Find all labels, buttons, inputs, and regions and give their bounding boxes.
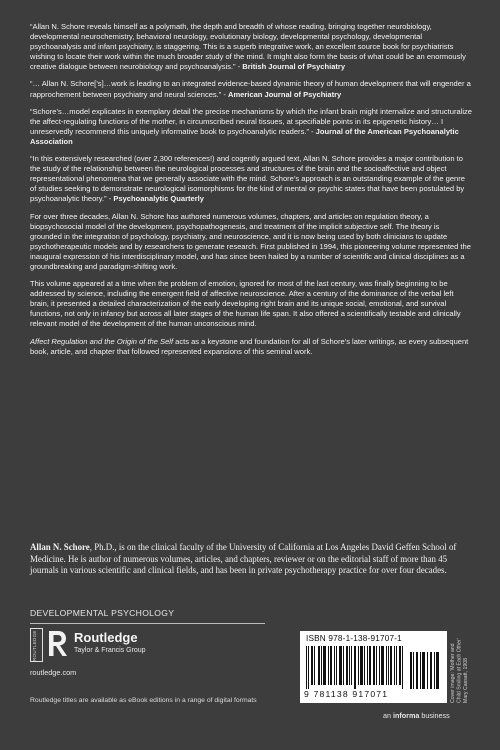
routledge-r-icon xyxy=(46,628,70,658)
ebook-note: Routledge titles are available as eBook editions in a range of digital formats xyxy=(30,697,257,704)
barcode-bar xyxy=(331,646,332,685)
barcode-bar xyxy=(394,646,395,685)
closing-paragraph: Affect Regulation and the Origin of the Self acts as a keystone and foundation for all of Schore’s later writings, as every subsequent book, article, and chapter that followed represented expansions of this seminal work. xyxy=(30,336,469,356)
barcode-bar xyxy=(330,646,331,685)
barcode-bar xyxy=(349,646,350,685)
barcode-bar xyxy=(351,646,352,685)
barcode-bar xyxy=(341,646,342,685)
book-title: Affect Regulation and the Origin of the Self xyxy=(30,336,174,346)
barcode-bar xyxy=(370,646,371,685)
publisher-url[interactable]: routledge.com xyxy=(30,668,77,677)
barcode-bar xyxy=(402,646,403,689)
barcode-bar xyxy=(383,646,384,685)
barcode-bar xyxy=(386,646,387,685)
barcode-bar xyxy=(308,646,309,689)
review-4: “In this extensively researched (over 2,300 references!) and cogently argued text, Allan N. Schore provides a major contribution to the study of the relationship between the neurological processes and structures of the brain and the socioaffective and object representational phenomena that we generally associate with the mind. Schore’s approach is an outstanding example of the genre of studies seeking to demonstrate neurological isomorphisms for the kind of mental or psychic states that have been postulated by psychoanalytic theory.” - Psychoanalytic Quarterly xyxy=(30,154,465,204)
barcode-bar xyxy=(306,646,307,689)
barcode-bar xyxy=(379,646,380,685)
barcode-bar xyxy=(376,646,377,685)
barcode-bar xyxy=(396,646,397,685)
barcode-bar xyxy=(373,646,374,685)
publisher-group: Taylor & Francis Group xyxy=(74,647,146,654)
barcode-bar xyxy=(323,646,324,685)
logo-vertical-text: ROUTLEDGE xyxy=(32,630,37,661)
addon-barcode xyxy=(408,646,441,689)
barcode-bar xyxy=(400,646,401,685)
informa-note: an informa business xyxy=(383,711,450,720)
barcode-bar xyxy=(364,646,365,685)
barcode-bar xyxy=(328,646,329,685)
author-bio: Allan N. Schore, Ph.D., is on the clinical faculty of the University of California at Los Angeles David Geffen School of Medicine. He is author of numerous volumes, articles, and chapters, reviewer or on the editorial staff of more than 45 journals in various scientific and clinical fields, and has been in private psychotherapy practice for over four decades. xyxy=(30,542,457,576)
barcode-bar xyxy=(339,646,340,685)
barcode-bar xyxy=(346,646,347,685)
informa-brand: informa xyxy=(393,711,420,720)
barcode-bar xyxy=(318,646,319,685)
barcode-bar xyxy=(324,646,325,685)
subject-category: DEVELOPMENTAL PSYCHOLOGY xyxy=(30,608,175,618)
barcode-bar xyxy=(369,646,370,685)
barcode-bar xyxy=(358,646,359,685)
review-2: “… Allan N. Schore[’s]…work is leading to an integrated evidence-based dynamic theory of human development that will engender a rapprochement between psychiatry and neural sciences.” - American Journal of Psychiatry xyxy=(30,79,471,99)
isbn-label: ISBN 978-1-138-91707-1 xyxy=(306,634,402,643)
barcode-panel xyxy=(300,631,447,703)
barcode-bar xyxy=(367,646,368,685)
divider xyxy=(30,623,265,624)
publisher-name: Routledge xyxy=(74,630,138,645)
barcode-bar xyxy=(355,646,356,689)
review-source: British Journal of Psychiatry xyxy=(242,62,346,72)
review-1: “Allan N. Schore reveals himself as a polymath, the depth and breadth of whose reading, bringing together neurobiology, developmental neurochemistry, behavioral neurology, evolutionary biology, developmental psychology, developmental psychoanalysis and infant psychiatry, is staggering. This is a superb integrative work, an excellent source book for psychiatrists wishing to locate their work within the much broader study of the mind. It might also form the basis of what could be an enormously creative dialogue between neurobiology and psychoanalysis.” - British Journal of Psychiatry xyxy=(30,22,466,72)
barcode-bar xyxy=(388,646,389,685)
barcode-bar xyxy=(343,646,344,685)
author-name: Allan N. Schore xyxy=(30,542,90,552)
barcode-bar xyxy=(319,646,320,685)
barcode-bar xyxy=(361,646,362,685)
barcode-bar xyxy=(334,646,335,685)
back-cover-text xyxy=(30,22,472,364)
barcode-bar xyxy=(354,646,355,689)
barcode-bar xyxy=(325,646,326,685)
barcode-bar xyxy=(360,646,361,685)
review-source: Psychoanalytic Quarterly xyxy=(113,194,204,204)
description-paragraph-2: This volume appeared at a time when the problem of emotion, ignored for most of the last century, was finally beginning to be addressed by science, including the emergent field of affective neuroscience. After a century of the dominance of the verbal left brain, it presented a detailed characterization of the early developing right brain and its unique social, emotional, and survival functions, not only in infancy but across all later stages of the human life span. It also offered a scientifically testable and clinically relevant model of the development of the human unconscious mind. xyxy=(30,279,461,329)
description-paragraph-1: For over three decades, Allan N. Schore has authored numerous volumes, chapters, and articles on regulation theory, a biopsychosocial model of the development, psychopathogenesis, and treatment of the implicit subjective self. The theory is grounded in the integration of psychology, psychiatry, and neuroscience, and it is now being used by both clinicians to update psychotherapeutic models and by researchers to generate research. First published in 1994, this pioneering volume represented the inaugural expression of his interdisciplinary model, and has since been hailed by a number of scientific and clinical disciplines as a groundbreaking and paradigm-shifting work. xyxy=(30,211,471,271)
barcode-bar xyxy=(312,646,313,685)
barcode-bar xyxy=(340,646,341,685)
barcode-bars xyxy=(306,646,404,689)
barcode-bar xyxy=(399,646,400,685)
barcode-bar xyxy=(311,646,312,685)
barcode-bar xyxy=(374,646,375,685)
barcode-bar xyxy=(390,646,391,685)
barcode-bar xyxy=(362,646,363,685)
barcode-bar xyxy=(347,646,348,685)
review-source: Journal of the American Psychoanalytic Association xyxy=(30,126,459,146)
barcode-digits: 9 781138 917071 xyxy=(304,689,389,699)
cover-image-credit: Cover image: 'Mother and Child Smiling at Each Other' Mary Cassatt, 1908 xyxy=(450,638,469,703)
barcode-bar xyxy=(314,646,315,685)
review-source: American Journal of Psychiatry xyxy=(228,89,342,99)
barcode-bar xyxy=(336,646,337,685)
review-3: “Schore’s…model explicates in exemplary detail the precise mechanisms by which the infant brain might internalize and structuralize the affect-regulating functions of the mother, in circumscribed neural tissues, at specifiable points in its epigenetic history… I unreservedly recommend this uniquely informative book to psychoanalytic readers.” - Journal of the American Psychoanalytic Association xyxy=(30,106,472,146)
barcode-bar xyxy=(381,646,382,685)
barcode-bar xyxy=(321,646,322,685)
logo-box xyxy=(30,628,43,662)
barcode-bar xyxy=(391,646,392,685)
barcode-bar xyxy=(382,646,383,685)
